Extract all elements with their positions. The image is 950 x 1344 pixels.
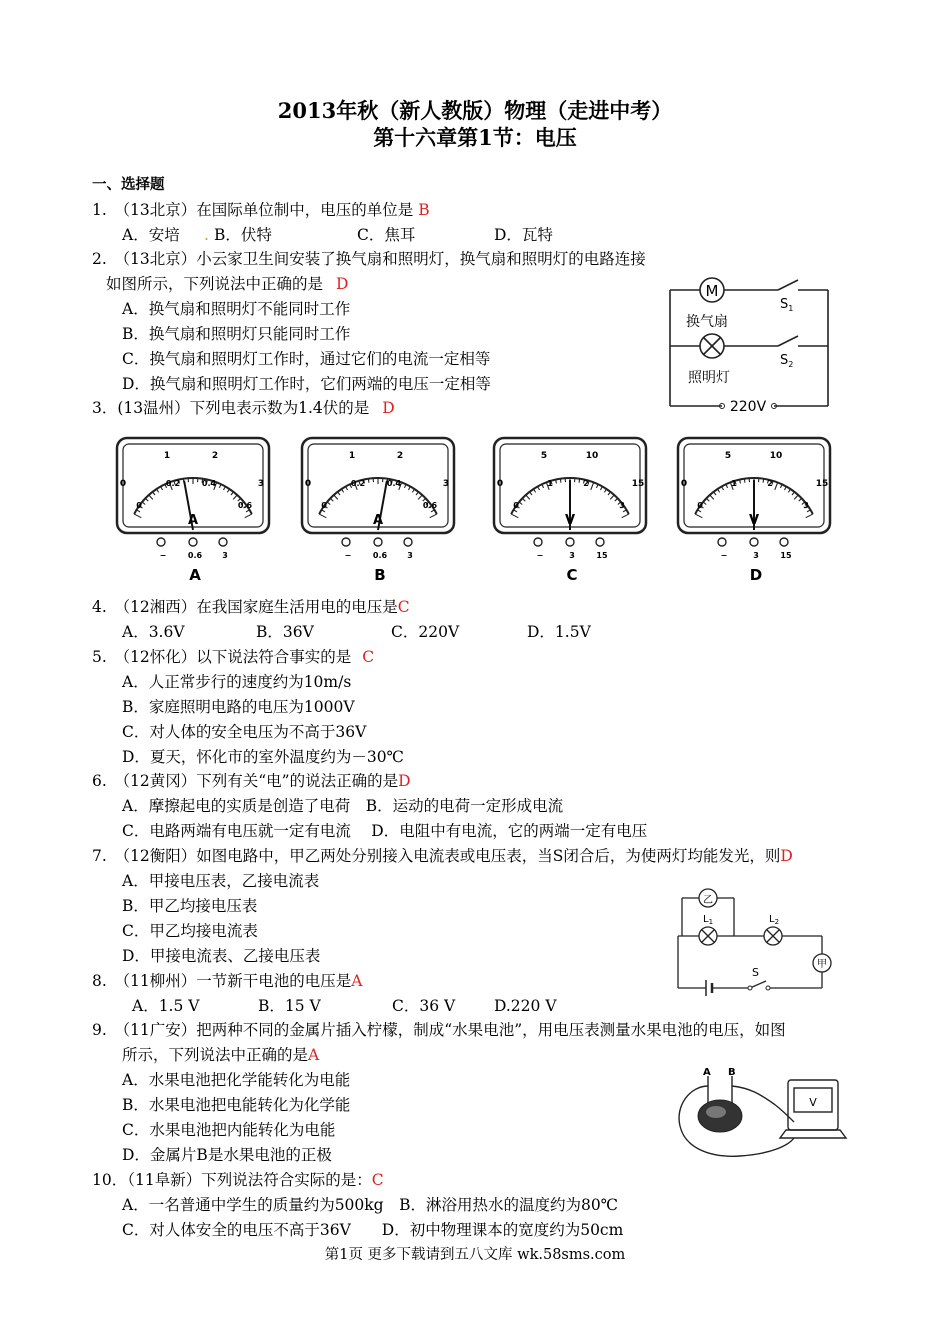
- question-3-text: 3．(13温州）下列电表示数为1.4伏的是: [92, 399, 370, 417]
- meter-scale-label: 0: [304, 479, 312, 489]
- question-2-answer: D: [335, 275, 349, 293]
- meter-option-label: C: [566, 566, 578, 584]
- question-9-text-2: 所示，下列说法中正确的是: [122, 1046, 309, 1064]
- q9-option-c: C．水果电池把内能转化为电能: [122, 1121, 336, 1139]
- meter-terminal-label: −: [536, 551, 544, 560]
- meter-terminal: [157, 538, 165, 546]
- meter-terminal-label: −: [344, 551, 352, 560]
- meter-unit-label: V: [748, 513, 760, 528]
- question-7-stem: [92, 846, 793, 866]
- meter-scale-label: 1: [731, 479, 737, 488]
- meter-terminal: [534, 538, 542, 546]
- q7-option-d: D．甲接电流表、乙接电压表: [122, 947, 321, 965]
- question-7-answer: D: [780, 847, 793, 865]
- meter-terminal: [718, 538, 726, 546]
- question-10-text: 10．（11阜新）下列说法符合实际的是：: [92, 1171, 372, 1189]
- q8-option-d: D.220 V: [494, 997, 557, 1015]
- meter-terminal: [566, 538, 574, 546]
- title-line-2: 第十六章第1节：电压: [373, 125, 577, 150]
- question-4-text: 4. （12湘西）在我国家庭生活用电的电压是: [92, 598, 398, 616]
- meter-scale-label: 0: [321, 501, 327, 510]
- page-footer: 第1页 更多下载请到五八文库 wk.58sms.com: [324, 1247, 626, 1263]
- meter-tick: [579, 479, 580, 483]
- decor-dot: .: [204, 226, 209, 244]
- meter-scale-label: 2: [767, 479, 773, 488]
- q5-option-a: A．人正常步行的速度约为10m/s: [122, 673, 352, 691]
- section-heading: 一、选择题: [92, 176, 165, 193]
- meter-terminal-label: 0.6: [372, 551, 388, 560]
- lamp-l1-label: $L_1$: [703, 914, 714, 926]
- q10-options-ab: A．一名普通中学生的质量约为500kg B．淋浴用热水的温度约为80℃: [122, 1196, 619, 1214]
- q4-option-b: B．36V: [256, 623, 314, 641]
- question-2-text-2: 如图所示，下列说法中正确的是: [106, 275, 324, 293]
- meter-terminal-label: 3: [569, 551, 575, 560]
- meter-terminal: [404, 538, 412, 546]
- question-3-answer: D: [382, 399, 395, 417]
- question-1-text: 1. （13北京）在国际单位制中，电压的单位是: [92, 201, 414, 219]
- question-2-stem: 2. （13北京）小云家卫生间安装了换气扇和照明灯，换气扇和照明灯的电路连接: [92, 250, 646, 268]
- question-1-stem: [92, 200, 430, 220]
- q7-option-c: C．甲乙均接电流表: [122, 922, 258, 940]
- meter-scale-label: 0.2: [165, 479, 181, 488]
- voltmeter-label: V: [809, 1096, 817, 1109]
- q2-option-a: A．换气扇和照明灯不能同时工作: [122, 300, 351, 318]
- meter-tick: [560, 479, 561, 483]
- q4-option-c: C．220V: [391, 623, 460, 641]
- meter-unit-label: V: [564, 513, 576, 528]
- motor-label: M: [705, 282, 719, 300]
- meter-tick: [744, 479, 745, 483]
- question-2-stem-2: [106, 274, 348, 294]
- q8-option-c: C．36 V: [392, 997, 456, 1015]
- meter-terminal-label: 0.6: [187, 551, 203, 560]
- question-8-text: 8. （11柳州）一节新干电池的电压是: [92, 972, 352, 990]
- meter-scale-label: 10: [769, 451, 783, 461]
- question-6-text: 6. （12黄冈）下列有关“电”的说法正确的是: [92, 772, 399, 790]
- q9-fruit-battery-figure: [670, 1066, 850, 1164]
- question-5-stem: [92, 647, 374, 667]
- title-line-1: 2013年秋（新人教版）物理（走进中考）: [277, 98, 673, 123]
- meter-terminal-label: −: [720, 551, 728, 560]
- question-4-answer: C: [397, 598, 410, 616]
- q8-option-a: A．1.5 V: [132, 997, 200, 1015]
- meter-scale-label: 15: [815, 479, 829, 489]
- q2-option-c: C．换气扇和照明灯工作时，通过它们的电流一定相等: [122, 350, 491, 368]
- meter-scale-label: 0.6: [237, 501, 253, 510]
- question-6-answer: D: [398, 772, 411, 790]
- question-8-answer: A: [351, 972, 363, 990]
- question-6-stem: [92, 771, 411, 791]
- meter-unit-label: A: [187, 513, 199, 528]
- meter-terminal: [750, 538, 758, 546]
- meter-c: [492, 436, 652, 584]
- meter-terminal: [189, 538, 197, 546]
- meter-scale-label: 0: [680, 479, 688, 489]
- meter-scale-label: 2: [211, 451, 219, 461]
- q6-options-ab: A．摩擦起电的实质是创造了电荷 B．运动的电荷一定形成电流: [122, 797, 564, 815]
- meter-a: [115, 436, 275, 584]
- question-5-text: 5. （12怀化）以下说法符合事实的是: [92, 648, 352, 666]
- switch-s-label: S: [752, 966, 759, 979]
- q7-option-b: B．甲乙均接电压表: [122, 897, 258, 915]
- meter-scale-label: 3: [257, 479, 265, 489]
- question-10-answer: C: [371, 1171, 384, 1189]
- question-9-stem-2: [122, 1045, 319, 1065]
- meter-terminal-label: 15: [780, 551, 792, 560]
- meter-scale-label: 0: [119, 479, 127, 489]
- q7-circuit-figure: [672, 884, 842, 998]
- meter-option-label: D: [749, 566, 763, 584]
- q1-option-c: C．焦耳: [357, 226, 416, 244]
- metal-plate-a-label: A: [703, 1067, 711, 1078]
- meter-scale-label: 1: [547, 479, 553, 488]
- meter-d: [676, 436, 836, 584]
- meter-option-label: B: [374, 566, 386, 584]
- meter-terminal-label: 15: [596, 551, 608, 560]
- q4-option-a: A．3.6V: [122, 623, 185, 641]
- metal-plate-b-label: B: [728, 1067, 736, 1078]
- meter-scale-label: 15: [631, 479, 645, 489]
- q5-option-c: C．对人体的安全电压为不高于36V: [122, 723, 367, 741]
- q5-option-d: D．夏天，怀化市的室外温度约为－30℃: [122, 748, 404, 766]
- meter-yi-label: 乙: [703, 895, 713, 906]
- question-10-stem: [92, 1170, 384, 1190]
- question-3-stem: [92, 398, 395, 418]
- switch-s2-label: $S_2$: [780, 353, 794, 369]
- meter-scale-label: 3: [803, 501, 809, 510]
- question-9-stem: 9. （11广安）把两种不同的金属片插入柠檬，制成“水果电池”，用电压表测量水果电池的电压，如图: [92, 1021, 786, 1039]
- meter-jia-label: 甲: [817, 959, 827, 970]
- meter-terminal-label: −: [159, 551, 167, 560]
- meter-scale-label: 0: [513, 501, 519, 510]
- q1-option-b: B．伏特: [214, 226, 272, 244]
- question-4-stem: [92, 597, 410, 617]
- q8-option-b: B．15 V: [258, 997, 321, 1015]
- meter-terminal-label: 3: [753, 551, 759, 560]
- meter-scale-label: 3: [442, 479, 450, 489]
- q2-circuit-figure: [660, 272, 840, 418]
- switch-s1-label: $S_1$: [780, 297, 794, 313]
- meter-scale-label: 5: [540, 451, 548, 461]
- meter-tick: [368, 479, 369, 483]
- q1-option-a: A．安培: [122, 226, 180, 244]
- meter-scale-label: 1: [348, 451, 356, 461]
- meter-terminal: [596, 538, 604, 546]
- meter-unit-label: A: [372, 513, 384, 528]
- meter-terminal-label: 3: [407, 551, 413, 560]
- meter-terminal-label: 3: [222, 551, 228, 560]
- meter-scale-label: 0.4: [201, 479, 217, 488]
- q10-options-cd: C．对人体安全的电压不高于36V D．初中物理课本的宽度约为50cm: [122, 1221, 624, 1239]
- q4-option-d: D．1.5V: [527, 623, 591, 641]
- meter-terminal: [374, 538, 382, 546]
- meter-scale-label: 5: [724, 451, 732, 461]
- meter-option-label: A: [189, 566, 201, 584]
- q2-option-b: B．换气扇和照明灯只能同时工作: [122, 325, 351, 343]
- q1-option-d: D．瓦特: [494, 226, 553, 244]
- q9-option-d: D．金属片B是水果电池的正极: [122, 1146, 332, 1164]
- question-5-answer: C: [362, 648, 375, 666]
- question-8-stem: [92, 971, 362, 991]
- q5-option-b: B．家庭照明电路的电压为1000V: [122, 698, 355, 716]
- question-7-text: 7. （12衡阳）如图电路中，甲乙两处分别接入电流表或电压表，当S闭合后，为使两灯均能发光，则: [92, 847, 781, 865]
- meter-scale-label: 2: [583, 479, 589, 488]
- q2-option-d: D．换气扇和照明灯工作时，它们两端的电压一定相等: [122, 375, 491, 393]
- fan-label: 换气扇: [686, 314, 728, 330]
- meter-scale-label: 0.4: [386, 479, 402, 488]
- question-1-answer: B: [418, 201, 430, 219]
- meter-scale-label: 1: [163, 451, 171, 461]
- meter-scale-label: 10: [585, 451, 599, 461]
- meter-tick: [763, 479, 764, 483]
- meter-scale-label: 0: [697, 501, 703, 510]
- q9-option-b: B．水果电池把电能转化为化学能: [122, 1096, 351, 1114]
- q6-options-cd: C．电路两端有电压就一定有电流 D．电阻中有电流，它的两端一定有电压: [122, 822, 648, 840]
- meter-terminal: [780, 538, 788, 546]
- meter-scale-label: 0: [136, 501, 142, 510]
- meter-terminal: [219, 538, 227, 546]
- meter-terminal: [342, 538, 350, 546]
- lamp-l2-label: $L_2$: [769, 914, 780, 926]
- meter-scale-label: 2: [396, 451, 404, 461]
- meter-scale-label: 0.6: [422, 501, 438, 510]
- q7-option-a: A．甲接电压表，乙接电流表: [122, 872, 320, 890]
- source-voltage-label: 220V: [729, 399, 767, 415]
- lamp-label: 照明灯: [688, 370, 730, 386]
- q9-option-a: A．水果电池把化学能转化为电能: [122, 1071, 351, 1089]
- meter-b: [300, 436, 460, 584]
- meter-scale-label: 0.2: [350, 479, 366, 488]
- question-9-answer: A: [308, 1046, 320, 1064]
- meter-scale-label: 3: [619, 501, 625, 510]
- meter-scale-label: 0: [496, 479, 504, 489]
